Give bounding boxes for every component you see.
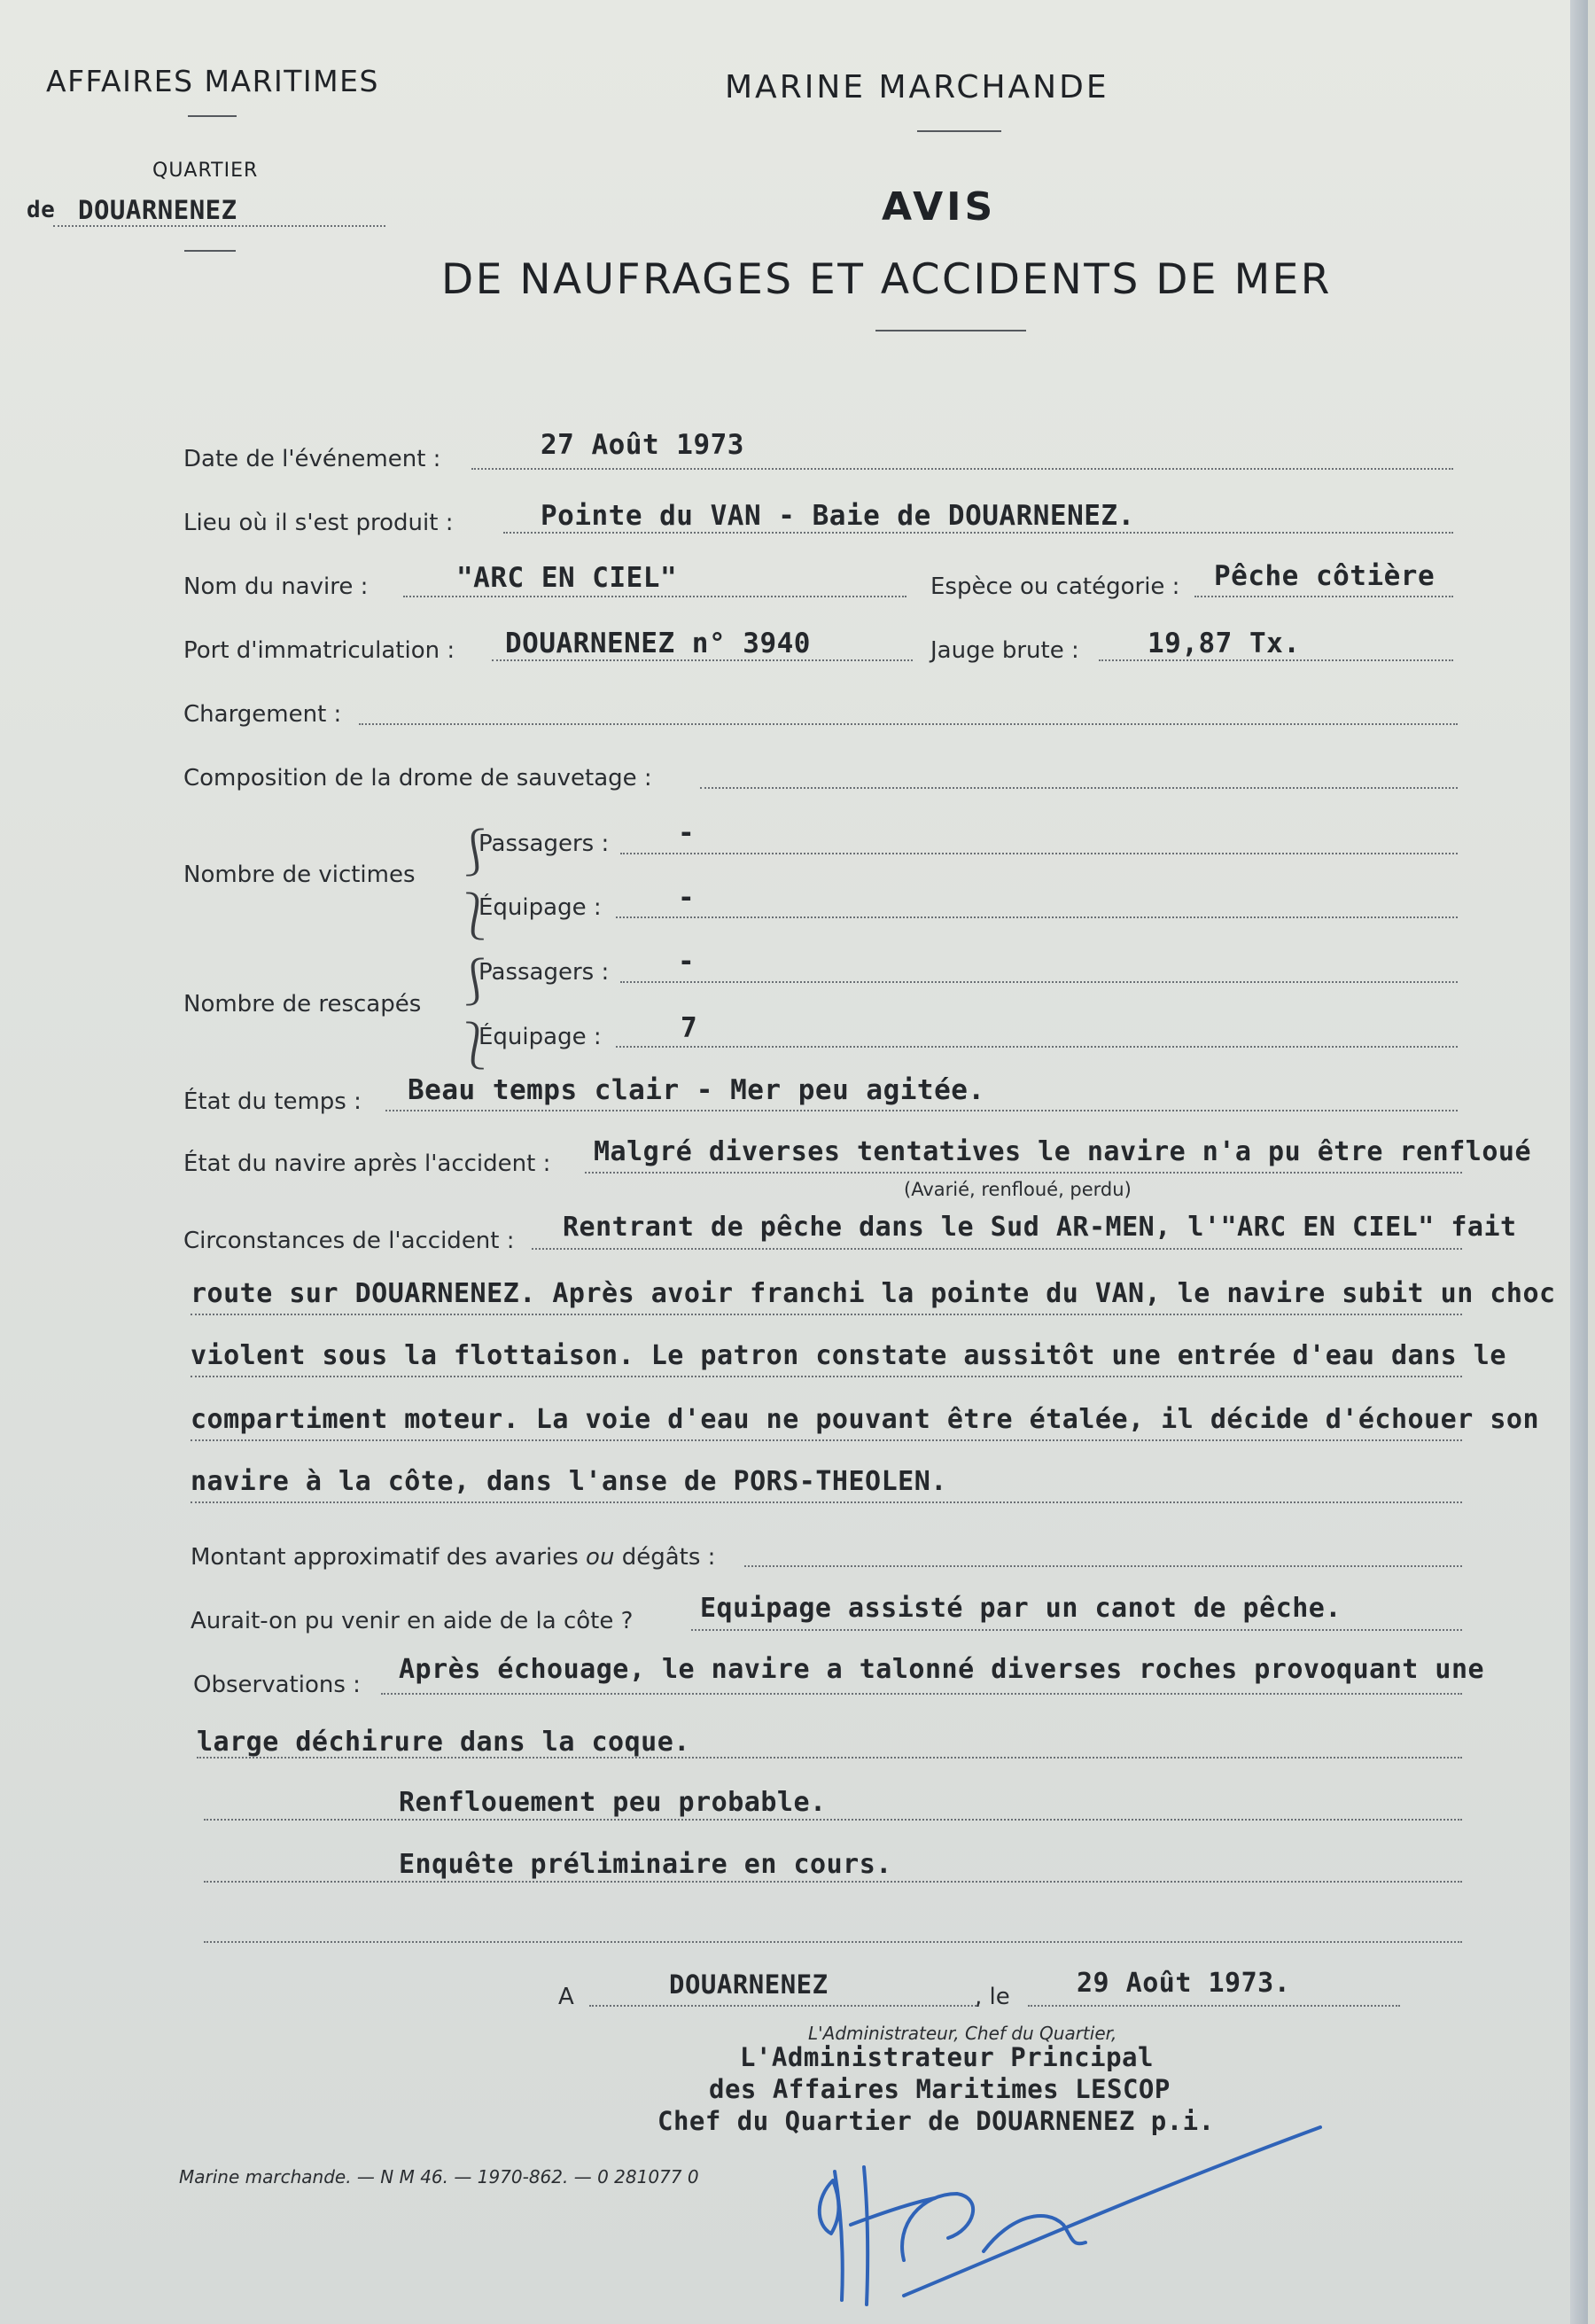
etat-navire-label: État du navire après l'accident : — [183, 1150, 551, 1177]
title-rule — [875, 330, 1026, 331]
header-center-rule — [917, 130, 1001, 132]
lieu-value: Pointe du VAN - Baie de DOUARNENEZ. — [541, 500, 1135, 532]
circonstances-dots — [191, 1439, 1462, 1441]
chargement-dots — [359, 723, 1458, 725]
rescapes-equipage-dots — [616, 1046, 1458, 1048]
etat-navire-value: Malgré diverses tentatives le navire n'a pu être renfloué — [594, 1136, 1532, 1167]
victimes-label: Nombre de victimes — [183, 862, 416, 888]
nom-navire-dots — [403, 596, 906, 597]
rescapes-passagers-dots — [620, 981, 1458, 983]
espece-dots — [1194, 596, 1453, 597]
quartier-rule — [184, 250, 236, 252]
espece-value: Pêche côtière — [1214, 560, 1436, 592]
montant-label — [191, 1544, 715, 1571]
victimes-passagers-dots — [620, 853, 1458, 854]
victimes-equipage-label: Équipage : — [478, 894, 602, 921]
stamp-line: Chef du Quartier de DOUARNENEZ p.i. — [657, 2106, 1215, 2136]
form-title: AVIS — [882, 184, 997, 230]
circonstances-dots — [191, 1314, 1462, 1315]
paper-edge — [1570, 0, 1588, 2324]
date-value: 27 Août 1973 — [541, 429, 744, 461]
nom-navire-label: Nom du navire : — [183, 573, 369, 600]
quartier-label: QUARTIER — [152, 160, 259, 182]
marine-marchande-title: MARINE MARCHANDE — [725, 69, 1109, 105]
quartier-value: DOUARNENEZ — [78, 195, 237, 225]
montant-label-ou: ou — [586, 1544, 615, 1571]
footer-place-dots — [589, 2005, 979, 2007]
quartier-prefix: de — [27, 197, 56, 223]
jauge-value: 19,87 Tx. — [1148, 628, 1301, 659]
form-subtitle: DE NAUFRAGES ET ACCIDENTS DE MER — [441, 255, 1332, 304]
drome-dots — [700, 787, 1458, 789]
observations-dots — [204, 1819, 1462, 1821]
montant-label-part2: dégâts : — [621, 1544, 716, 1571]
victimes-brace-lower: ⎱ — [452, 891, 499, 944]
date-label: Date de l'événement : — [183, 446, 441, 472]
victimes-equipage-dots — [616, 916, 1458, 918]
rescapes-brace: ⎰ — [452, 956, 499, 1010]
rescapes-label: Nombre de rescapés — [183, 991, 422, 1018]
rescapes-passagers-value: - — [678, 946, 696, 978]
victimes-brace: ⎰ — [452, 827, 499, 880]
circonstances-line: Rentrant de pêche dans le Sud AR-MEN, l'"ARC EN CIEL" fait — [563, 1212, 1517, 1243]
quartier-dots — [53, 225, 385, 227]
rescapes-equipage-value: 7 — [681, 1012, 698, 1044]
circonstances-line: compartiment moteur. La voie d'eau ne pouvant être étalée, il décide d'échouer son — [191, 1404, 1540, 1435]
port-value: DOUARNENEZ n° 3940 — [505, 628, 811, 659]
victimes-equipage-value: - — [678, 882, 696, 914]
observations-line: Enquête préliminaire en cours. — [399, 1849, 892, 1880]
circonstances-line: violent sous la flottaison. Le patron constate aussitôt une entrée d'eau dans le — [191, 1340, 1506, 1371]
admin-printed-title: L'Administrateur, Chef du Quartier, — [808, 2023, 1117, 2044]
chargement-label: Chargement : — [183, 701, 342, 728]
aide-label: Aurait-on pu venir en aide de la côte ? — [191, 1608, 634, 1634]
stamp-line: des Affaires Maritimes LESCOP — [709, 2074, 1171, 2104]
aide-dots — [691, 1629, 1462, 1631]
observations-line: Renflouement peu probable. — [399, 1787, 827, 1818]
circonstances-dots — [191, 1376, 1462, 1377]
observations-label: Observations : — [193, 1672, 361, 1698]
observations-dots — [381, 1693, 1462, 1695]
montant-dots — [744, 1565, 1462, 1567]
date-dots — [471, 468, 1453, 470]
footer-date-value: 29 Août 1973. — [1077, 1968, 1291, 1999]
observations-dots — [204, 1941, 1462, 1943]
form-reference: Marine marchande. — N M 46. — 1970-862. — 0 281077 0 — [179, 2166, 699, 2188]
drome-label: Composition de la drome de sauvetage : — [183, 765, 652, 792]
circonstances-dots — [191, 1501, 1462, 1503]
footer-a-label: A — [558, 1984, 574, 2010]
footer-place-value: DOUARNENEZ — [669, 1969, 829, 2000]
circonstances-dots — [532, 1248, 1462, 1250]
observations-dots — [204, 1881, 1462, 1883]
aide-value: Equipage assisté par un canot de pêche. — [700, 1593, 1342, 1624]
observations-dots — [197, 1757, 1462, 1759]
montant-label-part1: Montant approximatif des avaries — [191, 1544, 579, 1571]
victimes-passagers-label: Passagers : — [478, 831, 610, 857]
temps-value: Beau temps clair - Mer peu agitée. — [408, 1074, 985, 1106]
footer-date-dots — [1028, 2005, 1400, 2007]
port-label: Port d'immatriculation : — [183, 637, 455, 664]
rescapes-passagers-label: Passagers : — [478, 959, 610, 986]
observations-line: large déchirure dans la coque. — [197, 1727, 690, 1758]
affaires-maritimes-title: AFFAIRES MARITIMES — [46, 64, 379, 98]
lieu-dots — [503, 532, 1453, 534]
rescapes-equipage-label: Équipage : — [478, 1024, 602, 1050]
rescapes-brace-lower: ⎱ — [452, 1020, 499, 1073]
header-left-rule — [188, 115, 237, 117]
victimes-passagers-value: - — [678, 817, 696, 849]
temps-dots — [385, 1110, 1458, 1111]
nom-navire-value: "ARC EN CIEL" — [456, 562, 678, 594]
lieu-label: Lieu où il s'est produit : — [183, 510, 454, 536]
temps-label: État du temps : — [183, 1088, 362, 1115]
espece-label: Espèce ou catégorie : — [930, 573, 1180, 600]
etat-navire-dots — [585, 1172, 1462, 1174]
handwritten-signature — [780, 2118, 1347, 2313]
observations-line: Après échouage, le navire a talonné diverses roches provoquant une — [399, 1654, 1485, 1685]
stamp-line: L'Administrateur Principal — [740, 2042, 1154, 2072]
port-dots — [492, 659, 913, 661]
circonstances-line: navire à la côte, dans l'anse de PORS-THEOLEN. — [191, 1466, 947, 1497]
circonstances-line: route sur DOUARNENEZ. Après avoir franchi la pointe du VAN, le navire subit un choc — [191, 1278, 1556, 1309]
jauge-dots — [1099, 659, 1453, 661]
jauge-label: Jauge brute : — [930, 637, 1079, 664]
circonstances-label: Circonstances de l'accident : — [183, 1228, 515, 1254]
etat-navire-hint: (Avarié, renfloué, perdu) — [904, 1179, 1132, 1200]
footer-le-label: , le — [975, 1984, 1010, 2010]
